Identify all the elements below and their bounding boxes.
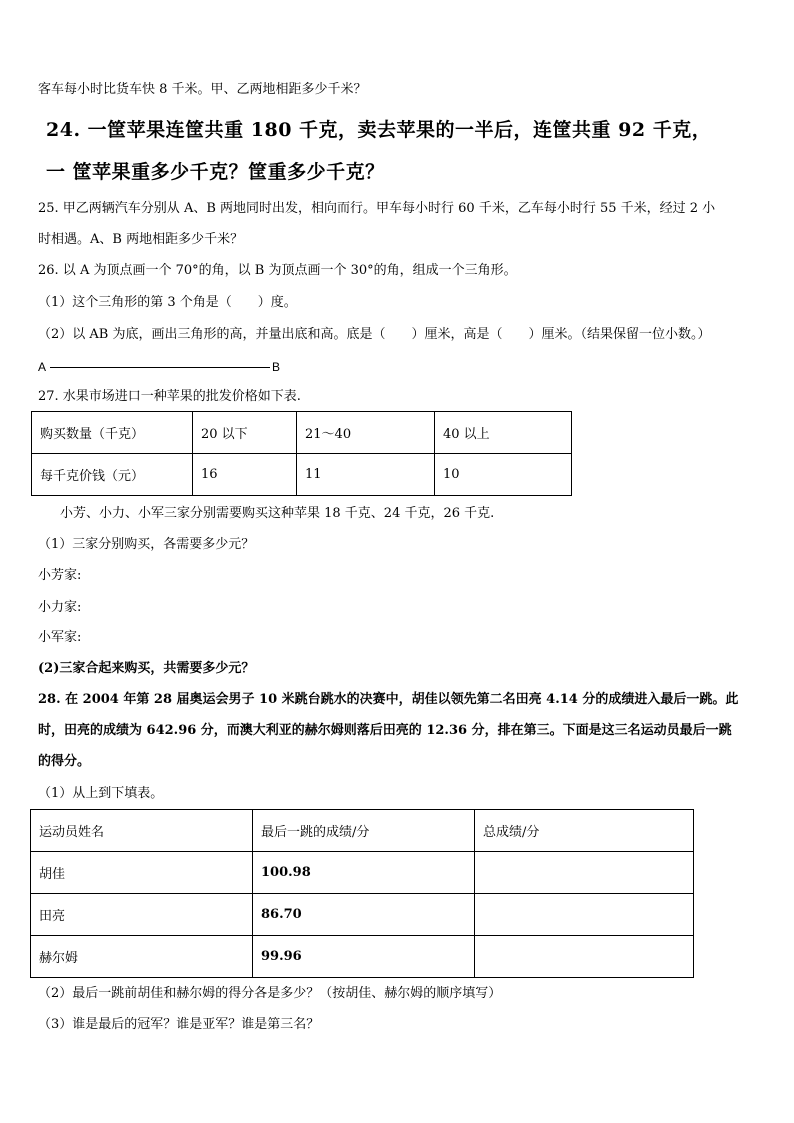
q28-line1: 28. 在 2004 年第 28 届奥运会男子 10 米跳台跳水的决赛中，胡佳以领先第二名田亮 4.14 分的成绩进入最后一跳。此 <box>38 692 739 707</box>
price-table-row <box>32 412 572 454</box>
score-table-row <box>31 894 694 936</box>
score-cell: 胡佳 <box>31 852 253 894</box>
q27-jun: 小军家: <box>38 630 82 645</box>
score-table <box>30 809 694 978</box>
score-cell: 100.98 <box>253 852 475 894</box>
q26-part1: （1）这个三角形的第 3 个角是（ ）度。 <box>38 295 297 310</box>
score-cell: 田亮 <box>31 894 253 936</box>
q27-part2: (2)三家合起来购买，共需要多少元？ <box>38 661 255 676</box>
q27-stem: 27. 水果市场进口一种苹果的批发价格如下表. <box>38 389 301 404</box>
price-cell: 40 以上 <box>435 412 572 454</box>
score-cell <box>475 894 694 936</box>
segment-label-b: B <box>272 360 281 374</box>
price-cell: 购买数量（千克） <box>32 412 193 454</box>
score-header-cell: 最后一跳的成绩/分 <box>253 810 475 852</box>
price-table-row <box>32 454 572 496</box>
score-header-cell: 总成绩/分 <box>475 810 694 852</box>
q27-li: 小力家: <box>38 600 82 615</box>
score-cell: 99.96 <box>253 936 475 978</box>
price-cell: 每千克价钱（元） <box>32 454 193 496</box>
q28-part2: （2）最后一跳前胡佳和赫尔姆的得分各是多少？（按胡佳、赫尔姆的顺序填写） <box>38 986 502 1001</box>
price-cell: 21～40 <box>297 412 435 454</box>
score-cell <box>475 936 694 978</box>
q27-description: 小芳、小力、小军三家分别需要购买这种苹果 18 千克、24 千克，26 千克. <box>60 506 495 521</box>
q26-part2: （2）以 AB 为底，画出三角形的高，并量出底和高。底是（ ）厘米，高是（ ）厘米。（结果保留一位小数。） <box>38 327 711 342</box>
price-cell: 20 以下 <box>193 412 297 454</box>
segment-ab <box>50 367 270 368</box>
price-cell: 11 <box>297 454 435 496</box>
q28-line2: 时，田亮的成绩为 642.96 分，而澳大利亚的赫尔姆则落后田亮的 12.36 分，排在第三。下面是这三名运动员最后一跳 <box>38 723 732 738</box>
q28-part1: （1）从上到下填表。 <box>38 786 164 801</box>
q27-fang: 小芳家: <box>38 568 82 583</box>
q28-line3: 的得分。 <box>38 754 91 769</box>
price-table <box>31 411 572 496</box>
segment-label-a: A <box>38 360 47 374</box>
score-cell: 86.70 <box>253 894 475 936</box>
score-table-row <box>31 936 694 978</box>
q25-line2: 时相遇。A、B 两地相距多少千米？ <box>38 232 244 247</box>
q25-line1: 25. 甲乙两辆汽车分别从 A、B 两地同时出发，相向而行。甲车每小时行 60 千米，乙车每小时行 55 千米，经过 2 小 <box>38 201 716 216</box>
q27-part1: （1）三家分别购买，各需要多少元？ <box>38 537 255 552</box>
score-cell <box>475 852 694 894</box>
score-table-header <box>31 810 694 852</box>
q28-part3: （3）谁是最后的冠军？谁是亚军？谁是第三名？ <box>38 1017 320 1032</box>
price-cell: 10 <box>435 454 572 496</box>
q24-line1: 24. 一筐苹果连筐共重 180 千克，卖去苹果的一半后，连筐共重 92 千克， <box>46 119 712 141</box>
score-table-row <box>31 852 694 894</box>
q23-tail: 客车每小时比货车快 8 千米。甲、乙两地相距多少千米？ <box>38 82 367 97</box>
q24-line2: 一 筐苹果重多少千克？筐重多少千克？ <box>46 161 385 183</box>
price-cell: 16 <box>193 454 297 496</box>
score-header-cell: 运动员姓名 <box>31 810 253 852</box>
q26-stem: 26. 以 A 为顶点画一个 70°的角，以 B 为顶点画一个 30°的角，组成一个三角形。 <box>38 263 517 278</box>
score-cell: 赫尔姆 <box>31 936 253 978</box>
